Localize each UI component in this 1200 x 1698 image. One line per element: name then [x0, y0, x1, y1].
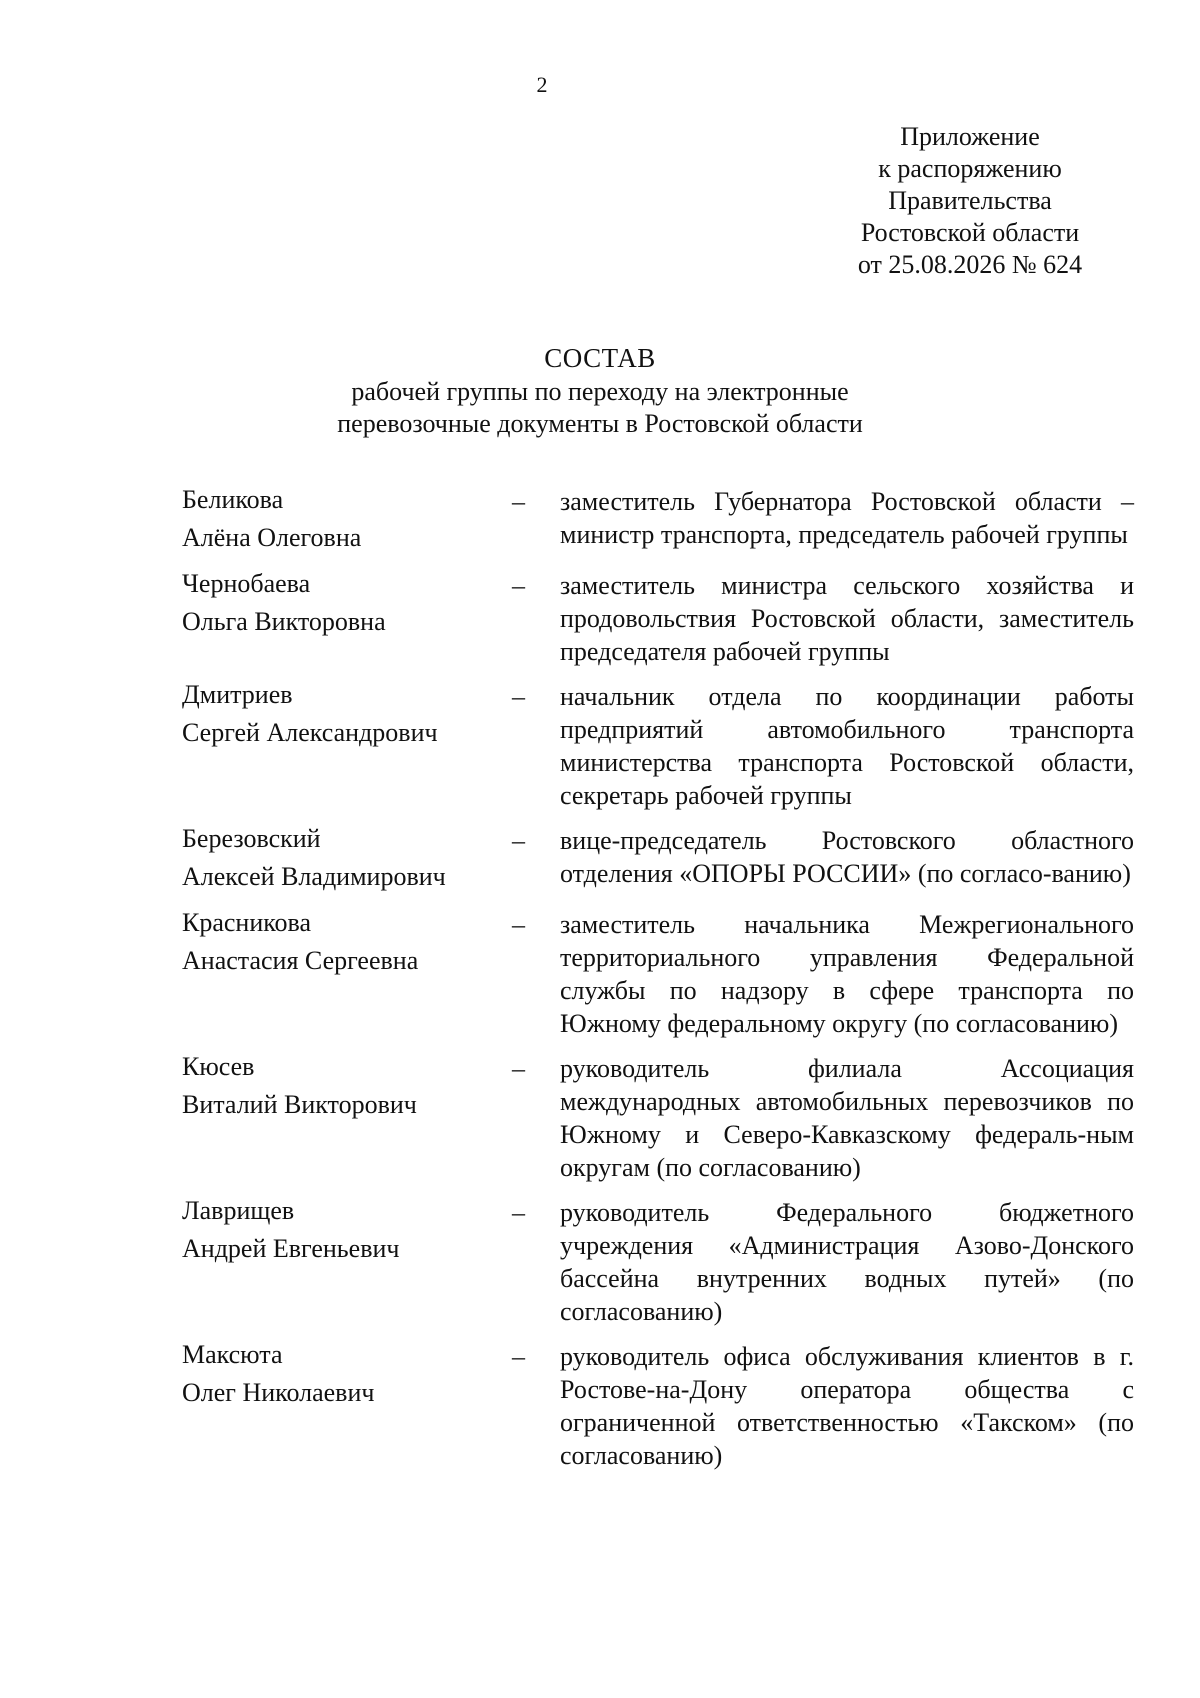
member-surname: Беликова: [182, 485, 284, 514]
member-row: [182, 569, 1134, 668]
member-given-name: Алексей Владимирович: [182, 862, 446, 891]
member-role: руководитель офиса обслуживания клиентов в г. Ростове-на-Дону оператора общества с ограниченной ответственностью «Такском» (по согласованию): [560, 1342, 1134, 1470]
member-given-name: Анастасия Сергеевна: [182, 946, 419, 975]
member-role: заместитель министра сельского хозяйства и продовольствия Ростовской области, заместитель председателя рабочей группы: [560, 571, 1134, 666]
annex-line: Ростовской области: [860, 218, 1080, 247]
member-surname: Березовский: [182, 824, 321, 853]
member-name: [182, 676, 512, 812]
member-role: руководитель филиала Ассоциация международных автомобильных перевозчиков по Южному и Северо-Кавказскому федераль-ным округам (по согласованию): [560, 1054, 1134, 1182]
page-number: 2: [536, 72, 548, 97]
member-given-name: Алёна Олеговна: [182, 523, 362, 552]
member-role: руководитель Федерального бюджетного учреждения «Администрация Азово-Донского бассейна внутренних водных путей» (по согласованию): [560, 1198, 1134, 1326]
member-name: [182, 1336, 512, 1472]
member-surname: Чернобаева: [182, 569, 311, 598]
annex-line: от 25.08.2026 № 624: [857, 250, 1083, 279]
member-given-name: Андрей Евгеньевич: [182, 1234, 400, 1263]
document-subtitle-line-1: рабочей группы по переходу на электронные: [351, 377, 849, 406]
member-role: заместитель начальника Межрегионального территориального управления Федеральной службы по надзору в сфере транспорта по Южному федеральному округу (по согласованию): [560, 910, 1134, 1038]
member-row: [182, 824, 1134, 896]
member-given-name: Олег Николаевич: [182, 1378, 375, 1407]
document-title-block: [300, 342, 900, 440]
member-name: [182, 481, 512, 557]
member-row: [182, 1340, 1134, 1472]
member-role: начальник отдела по координации работы предприятий автомобильного транспорта министерства транспорта Ростовской области, секретарь рабочей группы: [560, 682, 1134, 810]
document-subtitle-line-2: перевозочные документы в Ростовской области: [337, 409, 863, 438]
member-row: [182, 1052, 1134, 1184]
member-row: [182, 908, 1134, 1040]
document-title: СОСТАВ: [544, 343, 656, 373]
member-surname: Лаврищев: [182, 1196, 295, 1225]
member-name: [182, 820, 512, 896]
member-dash: –: [512, 682, 525, 711]
member-given-name: Ольга Викторовна: [182, 607, 386, 636]
annex-line: Приложение: [900, 122, 1040, 151]
member-given-name: Сергей Александрович: [182, 718, 438, 747]
member-dash: –: [512, 487, 525, 516]
member-role: заместитель Губернатора Ростовской области – министр транспорта, председатель рабочей группы: [560, 487, 1134, 549]
member-row: [182, 680, 1134, 812]
member-surname: Дмитриев: [182, 680, 293, 709]
member-dash: –: [512, 571, 525, 600]
member-dash: –: [512, 1054, 525, 1083]
member-row: [182, 485, 1134, 557]
member-dash: –: [512, 826, 525, 855]
member-name: [182, 1048, 512, 1184]
member-dash: –: [512, 910, 525, 939]
annex-block: [840, 121, 1100, 281]
annex-line: Правительства: [888, 186, 1052, 215]
member-name: [182, 565, 512, 668]
member-row: [182, 1196, 1134, 1328]
member-role: вице-председатель Ростовского областного отделения «ОПОРЫ РОССИИ» (по согласо-ванию): [560, 826, 1134, 888]
member-given-name: Виталий Викторович: [182, 1090, 417, 1119]
member-name: [182, 1192, 512, 1328]
member-dash: –: [512, 1198, 525, 1227]
members-list: [182, 485, 1134, 1484]
member-dash: –: [512, 1342, 525, 1371]
annex-line: к распоряжению: [878, 154, 1062, 183]
member-surname: Красникова: [182, 908, 312, 937]
member-surname: Кюсев: [182, 1052, 255, 1081]
member-name: [182, 904, 512, 1040]
member-surname: Максюта: [182, 1340, 283, 1369]
